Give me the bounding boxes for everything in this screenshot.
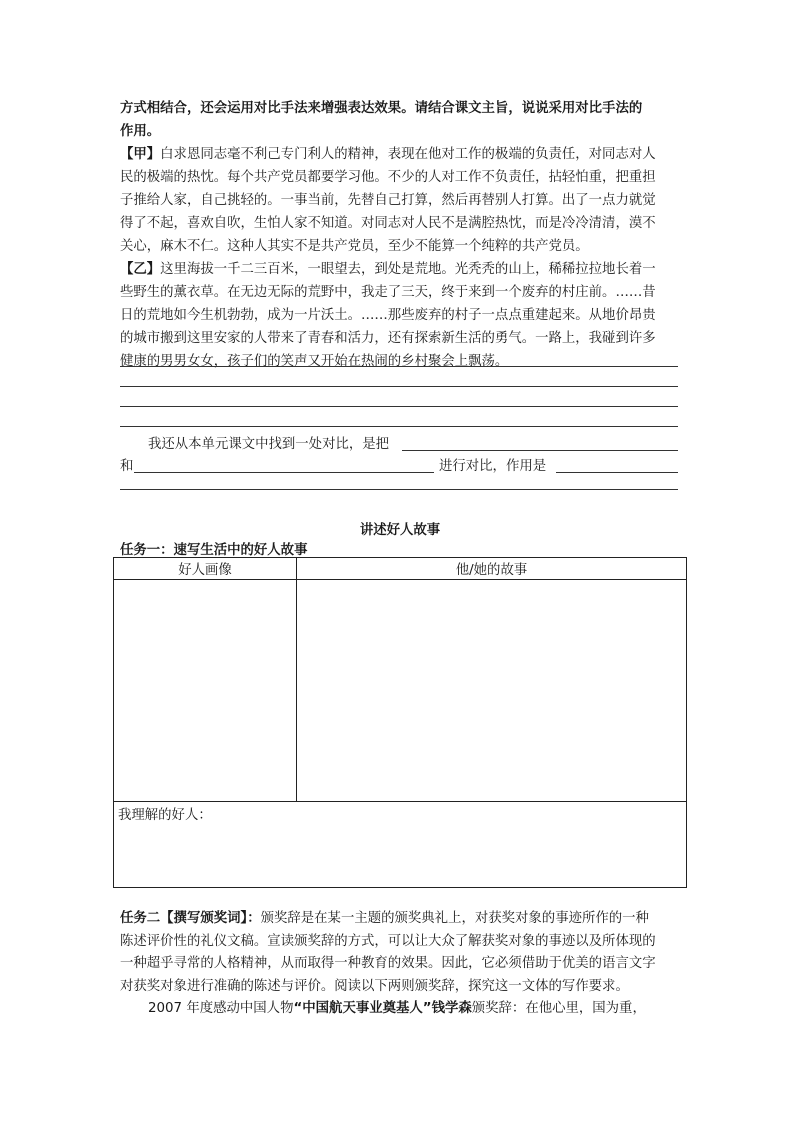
task2 xyxy=(120,908,680,1021)
answer-line[interactable] xyxy=(120,489,678,490)
passage-line: 民的极端的热忱。每个共产党员都要学习他。不少的人对工作不负责任，拈轻怕重，把重担 xyxy=(120,170,656,185)
understanding-cell[interactable] xyxy=(114,802,687,888)
passage-line: 些野生的薰衣草。在无边无际的荒野中，我走了三天，终于来到一个废弃的村庄前。……昔 xyxy=(120,285,656,300)
task2-title: 任务二【撰写颁奖词】： xyxy=(120,911,261,926)
passage-line: 日的荒地如今生机勃勃，成为一片沃土。……那些废弃的村子一点点重建起来。从地价昂贵 xyxy=(120,308,656,323)
contrast-blank-2[interactable] xyxy=(134,472,434,473)
passage-tag: 【甲】 xyxy=(120,147,161,162)
contrast-prefix: 我还从本单元课文中找到一处对比，是把 xyxy=(148,437,390,452)
question xyxy=(120,97,680,143)
story-cell[interactable] xyxy=(297,580,687,802)
answer-line[interactable] xyxy=(120,366,678,367)
passage-line: 的城市搬到这里安家的人带来了青春和活力，还有探索新生活的勇气。一路上，我碰到许多 xyxy=(120,331,656,346)
question-line: 方式相结合，还会运用对比手法来增强表达效果。请结合课文主旨，说说采用对比手法的 xyxy=(120,101,643,116)
passage-tag: 【乙】 xyxy=(120,262,161,277)
understanding-label: 我理解的好人： xyxy=(118,808,212,823)
award-prefix: 2007 年度感动中国人物 xyxy=(148,1001,294,1016)
portrait-header: 好人画像 xyxy=(114,558,297,580)
section-title: 讲述好人故事 xyxy=(359,523,441,538)
passage-line: 这里海拔一千二三百米，一眼望去，到处是荒地。光秃秃的山上，稀稀拉拉地长着一 xyxy=(160,262,656,277)
passage-line: 健康的男男女女，孩子们的笑声又开始在热闹的乡村聚会上飘荡。 xyxy=(120,354,509,369)
story-table xyxy=(113,557,687,888)
answer-line[interactable] xyxy=(120,426,678,427)
question-line: 作用。 xyxy=(120,124,161,139)
portrait-cell[interactable] xyxy=(114,580,297,802)
task2-line: 颁奖辞是在某一主题的颁奖典礼上，对获奖对象的事迹所作的一种 xyxy=(260,911,649,926)
passage-line: 子推给人家，自己挑轻的。一事当前，先替自己打算，然后再替别人打算。出了一点力就觉 xyxy=(120,193,656,208)
passage-line: 白求恩同志毫不利己专门利人的精神，表现在他对工作的极端的负责任，对同志对人 xyxy=(160,147,656,162)
passage-line: 得了不起，喜欢自吹，生怕人家不知道。对同志对人民不是满腔热忱，而是冷冷清清，漠不 xyxy=(120,216,656,231)
contrast-blank-3[interactable] xyxy=(556,472,678,473)
answer-line[interactable] xyxy=(120,406,678,407)
task2-line: 一种超乎寻常的人格精神，从而取得一种教育的效果。因此，它必须借助于优美的语言文字 xyxy=(120,956,656,971)
task2-line: 对获奖对象进行准确的陈述与评价。阅读以下两则颁奖辞，探究这一文体的写作要求。 xyxy=(120,978,629,994)
answer-line[interactable] xyxy=(120,386,678,387)
task1-title: 任务一：速写生活中的好人故事 xyxy=(120,543,308,558)
contrast-blank-1[interactable] xyxy=(402,450,678,451)
passage-yi xyxy=(120,258,680,373)
contrast-and: 和 xyxy=(120,459,134,474)
passage-line: 关心，麻木不仁。这种人其实不是共产党员，至少不能算一个纯粹的共产党员。 xyxy=(120,239,589,254)
award-text: 颁奖辞：在他心里，国为重， xyxy=(471,1001,646,1016)
task2-line: 陈述评价性的礼仪文稿。宣读颁奖辞的方式，可以让大众了解获奖对象的事迹以及所体现的 xyxy=(120,933,656,949)
award-person: “中国航天事业奠基人”钱学森 xyxy=(293,1001,472,1016)
passage-jia xyxy=(120,143,680,258)
story-header: 他/她的故事 xyxy=(297,558,687,580)
contrast-middle: 进行对比，作用是 xyxy=(439,459,547,474)
